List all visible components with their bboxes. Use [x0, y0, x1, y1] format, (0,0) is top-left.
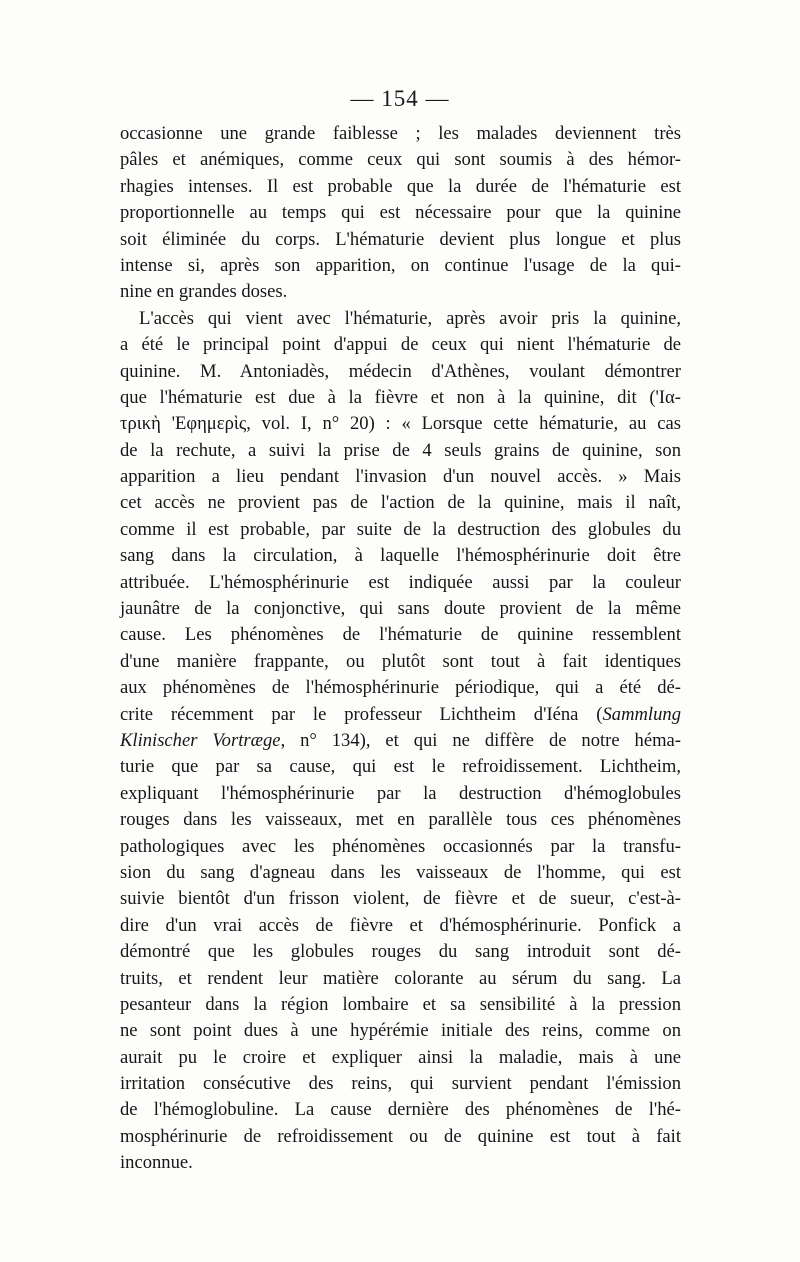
text-line: expliquant l'hémosphérinurie par la destruction d'hémoglobules: [120, 782, 681, 804]
text-line: mosphérinurie de refroidissement ou de quinine est tout à fait: [120, 1125, 681, 1147]
text-line: occasionne une grande faiblesse ; les malades deviennent très: [120, 123, 681, 144]
text-line: soit éliminée du corps. L'hématurie devient plus longue et plus: [120, 228, 681, 250]
text-line: τρικὴ 'Εφημερὶς, vol. I, n° 20) : « Lorsque cette hématurie, au cas: [120, 413, 681, 435]
text-line: que l'hématurie est due à la fièvre et non à la quinine, dit ('Ια-: [120, 386, 681, 408]
text-line: truits, et rendent leur matière colorante au sérum du sang. La: [120, 967, 681, 989]
page-number: — 154 —: [350, 86, 450, 111]
text-line: quinine. M. Antoniadès, médecin d'Athènes, voulant démontrer: [120, 360, 681, 382]
citation-italic: Sammlung: [602, 703, 681, 725]
text-line: de l'hémoglobuline. La cause dernière des phénomènes de l'hé-: [120, 1099, 681, 1121]
text-line: pathologiques avec les phénomènes occasionnés par la transfu-: [120, 835, 681, 857]
text-line: jaunâtre de la conjonctive, qui sans doute provient de la même: [120, 598, 681, 620]
text-line: dire d'un vrai accès de fièvre et d'hémosphérinurie. Ponfick a: [120, 914, 681, 936]
text-line: pesanteur dans la région lombaire et sa sensibilité à la pression: [120, 993, 681, 1015]
text-line: comme il est probable, par suite de la destruction des globules du: [120, 518, 681, 540]
text-line-citation: [120, 728, 681, 754]
text-line: nine en grandes doses.: [120, 281, 288, 303]
text-line: de la rechute, a suivi la prise de 4 seuls grains de quinine, son: [120, 439, 681, 461]
citation-italic: Klinischer Vortræge: [120, 729, 281, 751]
text-line: sion du sang d'agneau dans les vaisseaux de l'homme, qui est: [120, 861, 681, 883]
text-line: sang dans la circulation, à laquelle l'hémosphérinurie doit être: [120, 545, 681, 567]
citation-tail: , n° 134), et qui ne diffère de notre héma-: [280, 729, 681, 751]
text-line: démontré que les globules rouges du sang introduit sont dé-: [120, 941, 681, 963]
text-line: inconnue.: [120, 1152, 193, 1174]
text-line: suivie bientôt d'un frisson violent, de fièvre et de sueur, c'est-à-: [120, 888, 681, 910]
text-line: rhagies intenses. Il est probable que la durée de l'hématurie est: [120, 175, 681, 197]
body-text: [120, 121, 681, 1177]
text-line: d'une manière frappante, ou plutôt sont tout à fait identiques: [120, 650, 681, 672]
text-line: aux phénomènes de l'hémosphérinurie périodique, qui a été dé-: [120, 677, 681, 699]
text-line-citation: [120, 702, 681, 728]
text-line: ne sont point dues à une hypérémie initiale des reins, comme on: [120, 1020, 681, 1042]
text-line: attribuée. L'hémosphérinurie est indiquée aussi par la couleur: [120, 571, 681, 593]
text-line: proportionnelle au temps qui est nécessaire pour que la quinine: [120, 202, 681, 224]
citation-lead: crite récemment par le professeur Lichtheim d'Iéna (: [120, 703, 603, 725]
text-line: aurait pu le croire et expliquer ainsi la maladie, mais à une: [120, 1046, 681, 1068]
text-line: apparition a lieu pendant l'invasion d'un nouvel accès. » Mais: [120, 466, 681, 488]
text-line: cet accès ne provient pas de l'action de la quinine, mais il naît,: [120, 492, 681, 514]
text-line: L'accès qui vient avec l'hématurie, après avoir pris la quinine,: [139, 307, 681, 329]
text-line: cause. Les phénomènes de l'hématurie de quinine ressemblent: [120, 624, 681, 646]
text-line: intense si, après son apparition, on continue l'usage de la qui-: [120, 254, 681, 276]
text-line: rouges dans les vaisseaux, met en parallèle tous ces phénomènes: [120, 809, 681, 831]
text-line: turie que par sa cause, qui est le refroidissement. Lichtheim,: [120, 756, 681, 778]
text-line: a été le principal point d'appui de ceux qui nient l'hématurie de: [120, 334, 681, 356]
text-line: irritation consécutive des reins, qui survient pendant l'émission: [120, 1073, 681, 1095]
text-line: pâles et anémiques, comme ceux qui sont soumis à des hémor-: [120, 149, 681, 171]
